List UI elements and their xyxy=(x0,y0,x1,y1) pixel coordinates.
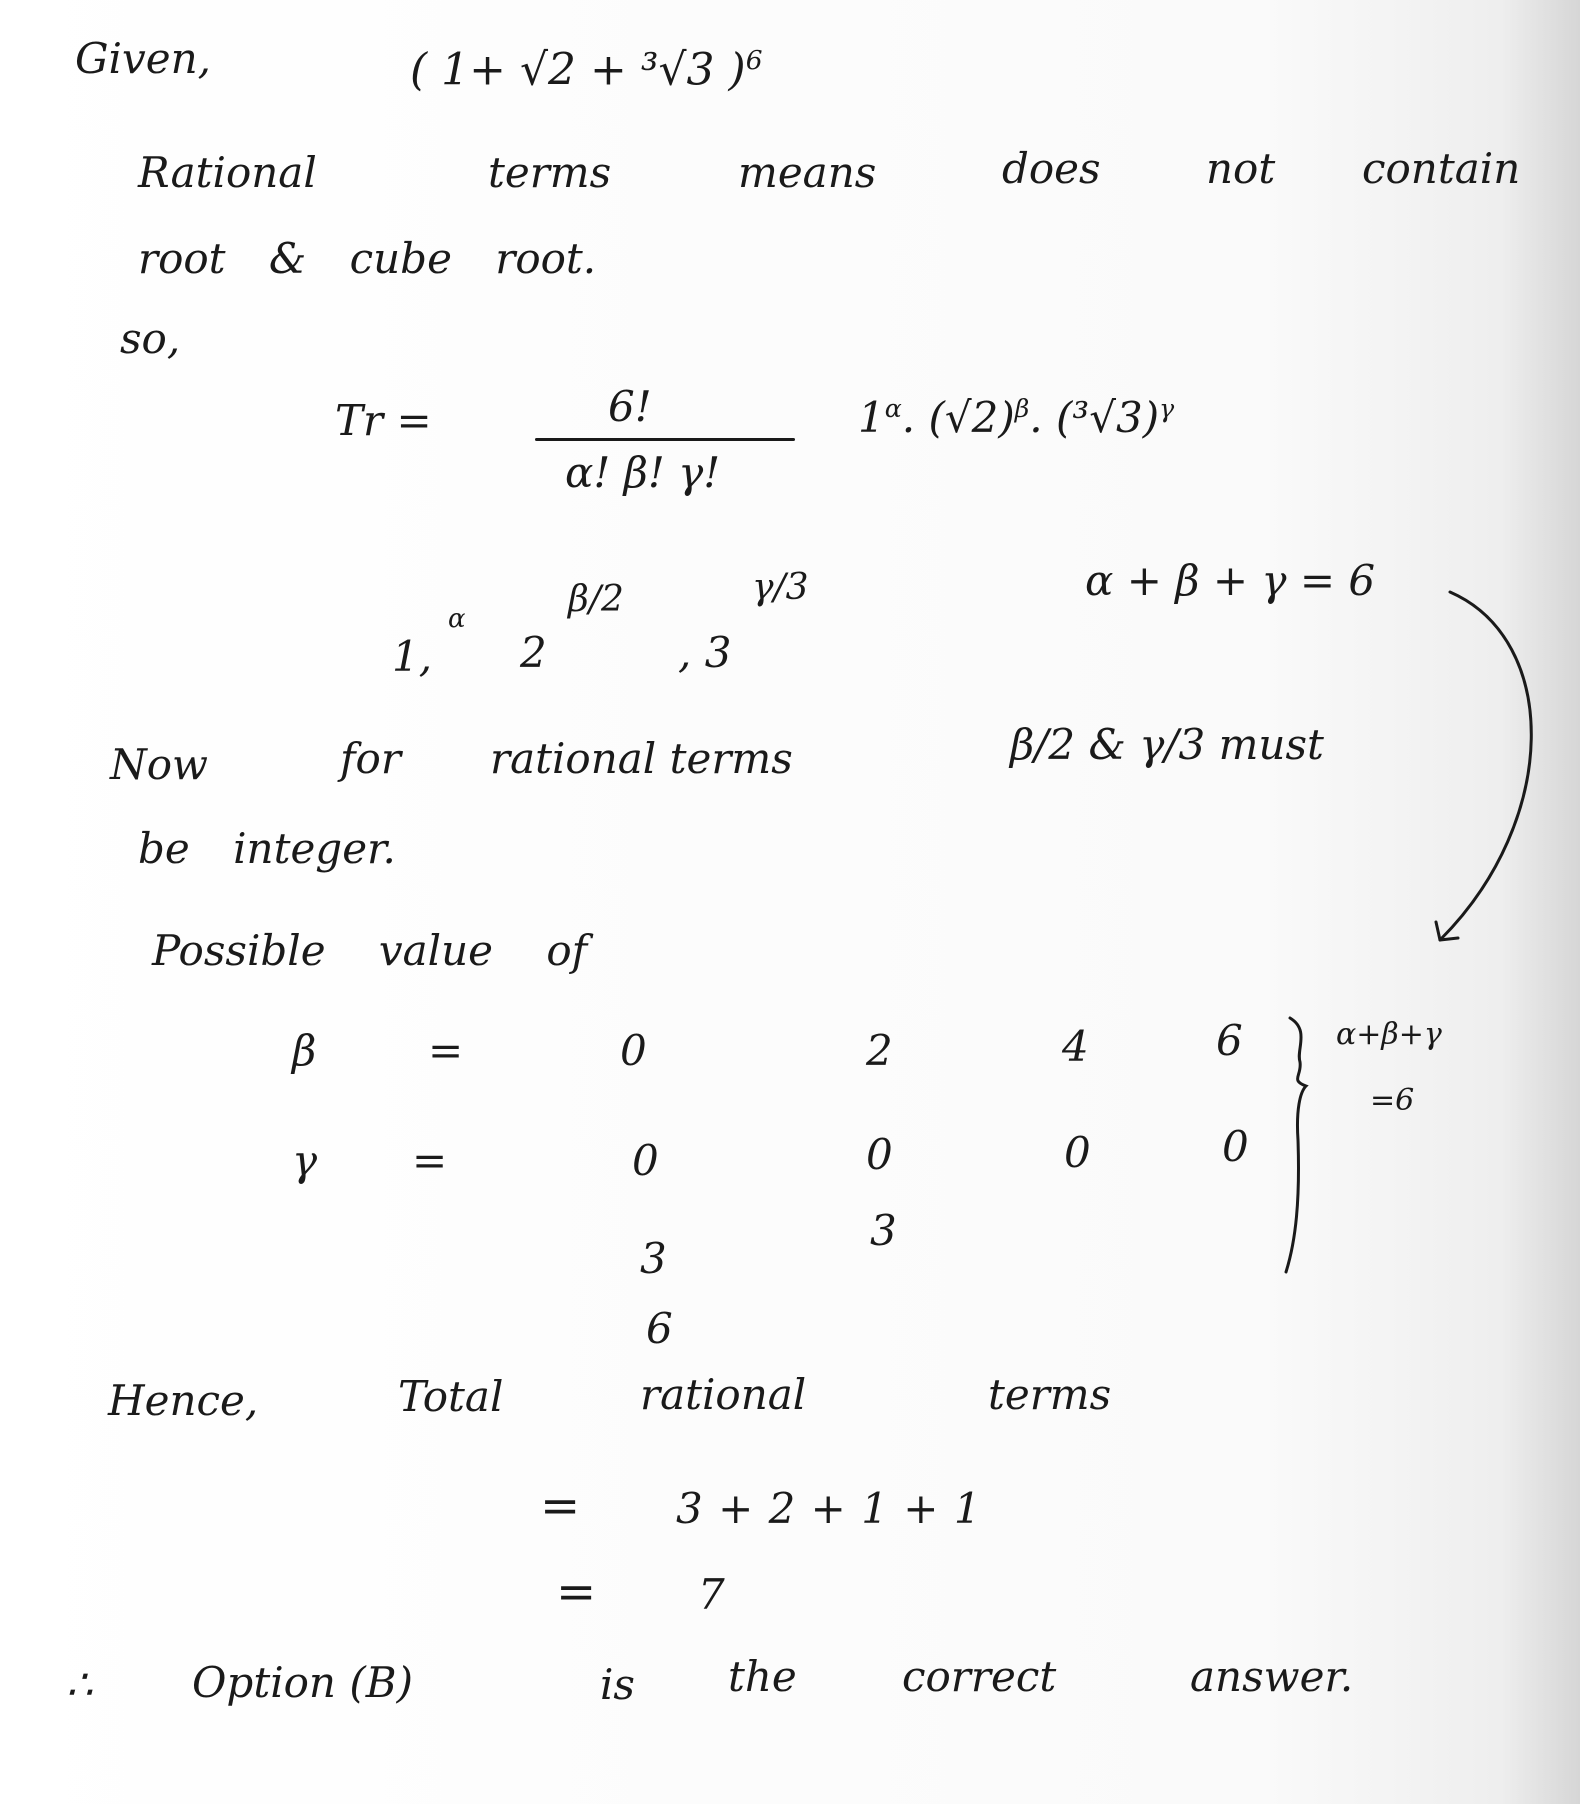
power-2-base: 2 xyxy=(520,628,547,677)
right-brace-icon xyxy=(1286,1018,1306,1272)
factor-3: . (³√3) xyxy=(1029,393,1160,442)
cond-line-2: be integer. xyxy=(138,824,396,873)
power-3-exp: γ/3 xyxy=(752,567,809,608)
def-word-5: not xyxy=(1206,144,1276,193)
def-word-4: does xyxy=(1002,144,1101,193)
def-word-3: means xyxy=(738,148,877,197)
factor-3-power: γ xyxy=(1159,394,1175,423)
curved-arrow-icon xyxy=(1440,592,1531,940)
gamma-col3-v1: 0 xyxy=(1064,1128,1091,1177)
gamma-col4-v1: 0 xyxy=(1222,1122,1249,1171)
hence-word-4: terms xyxy=(988,1370,1112,1419)
power-2-exp: β/2 xyxy=(568,579,624,620)
given-expr-text: ( 1+ √2 + ³√3 ) xyxy=(410,44,746,96)
possible-heading: Possible value of xyxy=(152,926,588,975)
hence-word-2: Total xyxy=(398,1372,504,1421)
cond-word-1: Now xyxy=(110,740,208,789)
sum-expression: 3 + 2 + 1 + 1 xyxy=(676,1484,981,1533)
factor-1: 1 xyxy=(858,393,885,442)
power-1-exp: α xyxy=(448,604,466,634)
gamma-col1-v3: 6 xyxy=(646,1304,673,1353)
given-label: Given, xyxy=(75,34,211,83)
def-line-2: root & cube root. xyxy=(138,234,597,283)
so-label: so, xyxy=(120,314,181,363)
equals-1: = xyxy=(540,1478,581,1534)
gamma-col2-v2: 3 xyxy=(870,1206,897,1255)
def-word-6: contain xyxy=(1362,144,1521,193)
final-word-4: correct xyxy=(902,1652,1057,1701)
gamma-label: γ xyxy=(292,1136,318,1185)
gamma-col2-v1: 0 xyxy=(866,1130,893,1179)
cond-word-3: rational terms xyxy=(490,734,793,783)
result-value: 7 xyxy=(698,1570,725,1619)
equals-2: = xyxy=(556,1564,597,1620)
beta-value-4: 6 xyxy=(1216,1016,1243,1065)
angle-sum: α + β + γ = 6 xyxy=(1085,556,1376,605)
term-lhs: Tr = xyxy=(335,396,432,445)
final-word-5: answer. xyxy=(1190,1652,1354,1701)
factor-2-power: β xyxy=(1014,394,1030,423)
hence-word-3: rational xyxy=(640,1370,807,1419)
cond-word-2: for xyxy=(340,734,401,783)
final-word-2: is xyxy=(600,1660,635,1709)
hence-word-1: Hence, xyxy=(108,1376,259,1425)
gamma-col1-v1: 0 xyxy=(632,1136,659,1185)
final-word-1: Option (B) xyxy=(192,1658,413,1707)
beta-label: β xyxy=(292,1026,317,1075)
final-word-3: the xyxy=(728,1652,797,1701)
beta-value-1: 0 xyxy=(620,1026,647,1075)
gamma-col1-v2: 3 xyxy=(640,1234,667,1283)
given-power: 6 xyxy=(745,45,763,76)
term-denominator: α! β! γ! xyxy=(565,448,721,497)
factor-2: . (√2) xyxy=(901,393,1015,442)
beta-value-3: 4 xyxy=(1062,1022,1089,1071)
therefore-sign: ∴ xyxy=(66,1660,93,1709)
factor-1-power: α xyxy=(884,394,902,423)
def-word-2: terms xyxy=(488,148,612,197)
cond-word-4: β/2 & γ/3 must xyxy=(1010,720,1324,769)
power-3-base: , 3 xyxy=(678,628,732,677)
gamma-eq: = xyxy=(412,1136,448,1185)
def-word-1: Rational xyxy=(138,148,317,197)
power-1-base: 1, xyxy=(392,632,433,681)
brace-note-line-2: =6 xyxy=(1370,1083,1415,1118)
term-numerator: 6! xyxy=(608,382,652,431)
brace-note-line-1: α+β+γ xyxy=(1336,1017,1442,1052)
beta-value-2: 2 xyxy=(866,1026,893,1075)
beta-eq: = xyxy=(428,1026,464,1075)
